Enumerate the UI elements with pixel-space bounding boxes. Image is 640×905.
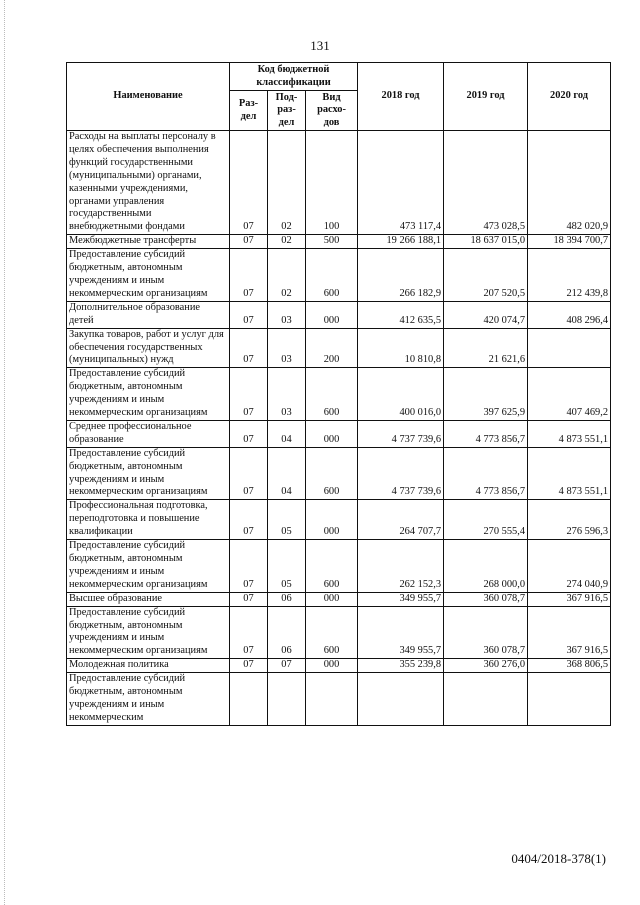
header-name: Наименование [67, 63, 230, 131]
cell-section: 07 [230, 540, 268, 593]
cell-expense-type: 000 [306, 500, 358, 540]
cell-expense-type: 000 [306, 301, 358, 328]
cell-expense-type: 600 [306, 606, 358, 659]
cell-2019: 270 555,4 [444, 500, 528, 540]
cell-2020: 212 439,8 [528, 249, 611, 302]
cell-section: 07 [230, 131, 268, 235]
cell-section: 07 [230, 447, 268, 500]
cell-name: Профессиональная подготовка, переподготовка и повышение квалификации [67, 500, 230, 540]
cell-2018: 10 810,8 [358, 328, 444, 368]
cell-2019: 268 000,0 [444, 540, 528, 593]
cell-2019: 360 276,0 [444, 659, 528, 673]
cell-2019: 18 637 015,0 [444, 235, 528, 249]
cell-subsection: 03 [268, 328, 306, 368]
cell-2018: 412 635,5 [358, 301, 444, 328]
table-row [67, 606, 611, 659]
cell-expense-type: 500 [306, 235, 358, 249]
cell-2019: 360 078,7 [444, 592, 528, 606]
cell-2018: 19 266 188,1 [358, 235, 444, 249]
cell-section: 07 [230, 606, 268, 659]
cell-2018: 4 737 739,6 [358, 420, 444, 447]
cell-2018: 262 152,3 [358, 540, 444, 593]
cell-name: Молодежная политика [67, 659, 230, 673]
cell-2019: 360 078,7 [444, 606, 528, 659]
cell-2020: 18 394 700,7 [528, 235, 611, 249]
header-code-group: Код бюджетной классификации [230, 63, 358, 91]
cell-2020: 276 596,3 [528, 500, 611, 540]
cell-2020: 407 469,2 [528, 368, 611, 421]
cell-2018: 264 707,7 [358, 500, 444, 540]
cell-name: Закупка товаров, работ и услуг для обеспечения государственных (муниципальных) нужд [67, 328, 230, 368]
cell-2018: 4 737 739,6 [358, 447, 444, 500]
cell-section: 07 [230, 368, 268, 421]
cell-name: Предоставление субсидий бюджетным, автономным учреждениям и иным некоммерческим [67, 673, 230, 726]
header-section: Раз- дел [230, 91, 268, 131]
table-row [67, 673, 611, 726]
page-number: 131 [310, 38, 330, 53]
cell-subsection: 03 [268, 301, 306, 328]
table-row [67, 235, 611, 249]
table-body [67, 131, 611, 726]
table-row [67, 540, 611, 593]
header-subsection: Под- раз- дел [268, 91, 306, 131]
cell-2020: 408 296,4 [528, 301, 611, 328]
cell-name: Предоставление субсидий бюджетным, автономным учреждениям и иным некоммерческим организациям [67, 606, 230, 659]
table-row [67, 447, 611, 500]
cell-section: 07 [230, 592, 268, 606]
budget-table [66, 62, 611, 726]
cell-2018: 266 182,9 [358, 249, 444, 302]
table-row [67, 328, 611, 368]
cell-2018: 349 955,7 [358, 606, 444, 659]
cell-2019: 473 028,5 [444, 131, 528, 235]
cell-expense-type: 200 [306, 328, 358, 368]
cell-subsection: 03 [268, 368, 306, 421]
cell-2019: 207 520,5 [444, 249, 528, 302]
cell-subsection: 02 [268, 235, 306, 249]
header-2019: 2019 год [444, 63, 528, 131]
document-id: 0404/2018-378(1) [511, 851, 606, 866]
cell-2018: 349 955,7 [358, 592, 444, 606]
cell-expense-type: 100 [306, 131, 358, 235]
header-2020: 2020 год [528, 63, 611, 131]
cell-2020 [528, 673, 611, 726]
cell-2020: 368 806,5 [528, 659, 611, 673]
cell-2020: 482 020,9 [528, 131, 611, 235]
cell-name: Среднее профессиональное образование [67, 420, 230, 447]
cell-section: 07 [230, 301, 268, 328]
table-row [67, 368, 611, 421]
cell-2020: 274 040,9 [528, 540, 611, 593]
cell-expense-type: 000 [306, 592, 358, 606]
cell-expense-type [306, 673, 358, 726]
cell-subsection: 06 [268, 606, 306, 659]
cell-name: Дополнительное образование детей [67, 301, 230, 328]
cell-name: Предоставление субсидий бюджетным, автономным учреждениям и иным некоммерческим организациям [67, 540, 230, 593]
cell-name: Межбюджетные трансферты [67, 235, 230, 249]
cell-name: Расходы на выплаты персоналу в целях обеспечения выполнения функций государственными (муниципальными) органами, казенными учреждениями, органами управления государственными внебюджетными фондами [67, 131, 230, 235]
cell-2020: 367 916,5 [528, 592, 611, 606]
cell-2019 [444, 673, 528, 726]
cell-section: 07 [230, 235, 268, 249]
cell-name: Предоставление субсидий бюджетным, автономным учреждениям и иным некоммерческим организациям [67, 368, 230, 421]
cell-subsection: 04 [268, 447, 306, 500]
cell-subsection: 05 [268, 500, 306, 540]
cell-2019: 4 773 856,7 [444, 447, 528, 500]
cell-subsection: 02 [268, 131, 306, 235]
cell-expense-type: 600 [306, 249, 358, 302]
cell-2019: 397 625,9 [444, 368, 528, 421]
cell-2019: 4 773 856,7 [444, 420, 528, 447]
cell-2019: 420 074,7 [444, 301, 528, 328]
table-row [67, 301, 611, 328]
cell-section: 07 [230, 659, 268, 673]
cell-name: Высшее образование [67, 592, 230, 606]
table-row [67, 659, 611, 673]
cell-2020 [528, 328, 611, 368]
header-2018: 2018 год [358, 63, 444, 131]
cell-2018: 355 239,8 [358, 659, 444, 673]
cell-subsection: 02 [268, 249, 306, 302]
cell-subsection: 05 [268, 540, 306, 593]
header-expense-type: Вид расхо- дов [306, 91, 358, 131]
cell-subsection: 06 [268, 592, 306, 606]
cell-expense-type: 000 [306, 420, 358, 447]
cell-2020: 4 873 551,1 [528, 447, 611, 500]
table-row [67, 592, 611, 606]
cell-expense-type: 600 [306, 368, 358, 421]
cell-expense-type: 600 [306, 447, 358, 500]
table-row [67, 420, 611, 447]
cell-2019: 21 621,6 [444, 328, 528, 368]
cell-2018: 400 016,0 [358, 368, 444, 421]
table-row [67, 131, 611, 235]
cell-expense-type: 000 [306, 659, 358, 673]
cell-section [230, 673, 268, 726]
cell-2020: 4 873 551,1 [528, 420, 611, 447]
table-row [67, 500, 611, 540]
cell-2018: 473 117,4 [358, 131, 444, 235]
scan-edge-line [4, 0, 6, 905]
cell-expense-type: 600 [306, 540, 358, 593]
cell-section: 07 [230, 249, 268, 302]
table-row [67, 249, 611, 302]
cell-section: 07 [230, 500, 268, 540]
cell-2018 [358, 673, 444, 726]
cell-name: Предоставление субсидий бюджетным, автономным учреждениям и иным некоммерческим организациям [67, 249, 230, 302]
cell-subsection: 04 [268, 420, 306, 447]
cell-name: Предоставление субсидий бюджетным, автономным учреждениям и иным некоммерческим организациям [67, 447, 230, 500]
cell-subsection: 07 [268, 659, 306, 673]
cell-section: 07 [230, 420, 268, 447]
cell-2020: 367 916,5 [528, 606, 611, 659]
cell-section: 07 [230, 328, 268, 368]
cell-subsection [268, 673, 306, 726]
